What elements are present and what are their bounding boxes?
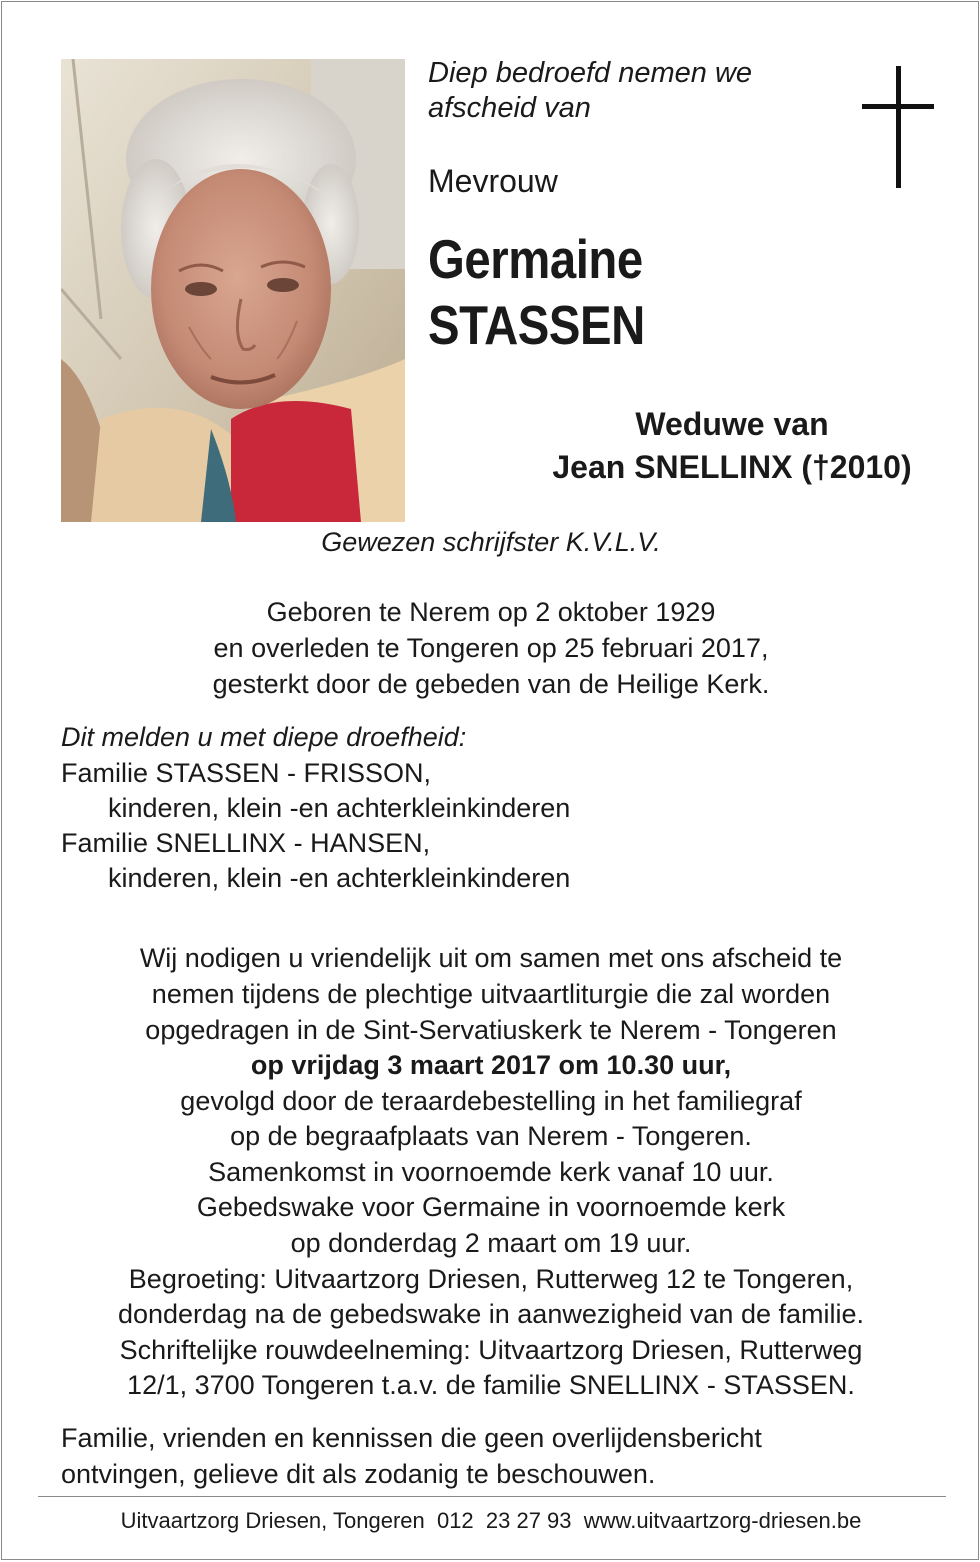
invitation-line: op de begraafplaats van Nerem - Tongeren.	[230, 1121, 752, 1151]
family-heading: Dit melden u met diepe droefheid:	[61, 722, 467, 752]
invitation-line: gevolgd door de teraardebestelling in het familiegraf	[180, 1086, 802, 1116]
portrait-photo	[61, 59, 405, 522]
family-line: Familie SNELLINX - HANSEN,	[61, 828, 431, 858]
honorific: Mevrouw	[428, 163, 558, 199]
closing-line: Familie, vrienden en kennissen die geen overlijdensbericht	[61, 1423, 762, 1453]
intro-text	[428, 56, 752, 126]
death-line: en overleden te Tongeren op 25 februari 2017,	[213, 633, 769, 663]
family-line: kinderen, klein -en achterkleinkinderen	[108, 863, 571, 893]
family-line: kinderen, klein -en achterkleinkinderen	[108, 793, 571, 823]
prayer-line: gesterkt door de gebeden van de Heilige Kerk.	[212, 669, 770, 699]
intro-line-2: afscheid van	[428, 92, 591, 124]
first-name: Germaine	[428, 228, 643, 290]
invitation-line: Wij nodigen u vriendelijk uit om samen met ons afscheid te	[139, 943, 843, 973]
footer-divider	[38, 1496, 946, 1497]
funeral-date-line: op vrijdag 3 maart 2017 om 10.30 uur,	[250, 1050, 732, 1080]
portrait-illustration	[61, 59, 405, 522]
last-name: STASSEN	[428, 294, 645, 356]
spouse-name: Jean SNELLINX (†2010)	[552, 449, 912, 485]
obituary-card	[1, 1, 979, 1560]
invitation-line: nemen tijdens de plechtige uitvaartliturgie die zal worden	[151, 979, 831, 1009]
latin-cross-icon	[862, 66, 934, 188]
invitation-line: 12/1, 3700 Tongeren t.a.v. de familie SNELLINX - STASSEN.	[127, 1370, 855, 1400]
invitation-line: op donderdag 2 maart om 19 uur.	[290, 1228, 692, 1258]
birth-line: Geboren te Nerem op 2 oktober 1929	[266, 597, 716, 627]
invitation-line: donderdag na de gebedswake in aanwezigheid van de familie.	[117, 1299, 865, 1329]
deceased-name	[428, 226, 645, 358]
invitation-line: Samenkomst in voornoemde kerk vanaf 10 uur.	[208, 1157, 774, 1187]
invitation-line: Schriftelijke rouwdeelneming: Uitvaartzorg Driesen, Rutterweg	[119, 1335, 863, 1365]
role-text: Gewezen schrijfster K.V.L.V.	[321, 527, 661, 557]
invitation-line: Gebedswake voor Germaine in voornoemde kerk	[196, 1192, 786, 1222]
footer-contact: Uitvaartzorg Driesen, Tongeren 012 23 27 93 www.uitvaartzorg-driesen.be	[120, 1508, 862, 1533]
widow-of-line: Weduwe van	[635, 406, 829, 442]
intro-line-1: Diep bedroefd nemen we	[428, 57, 753, 89]
family-line: Familie STASSEN - FRISSON,	[61, 758, 432, 788]
invitation-line: Begroeting: Uitvaartzorg Driesen, Rutterweg 12 te Tongeren,	[128, 1264, 854, 1294]
invitation-line: opgedragen in de Sint-Servatiuskerk te Nerem - Tongeren	[145, 1015, 837, 1045]
closing-line: ontvingen, gelieve dit als zodanig te beschouwen.	[61, 1459, 656, 1489]
